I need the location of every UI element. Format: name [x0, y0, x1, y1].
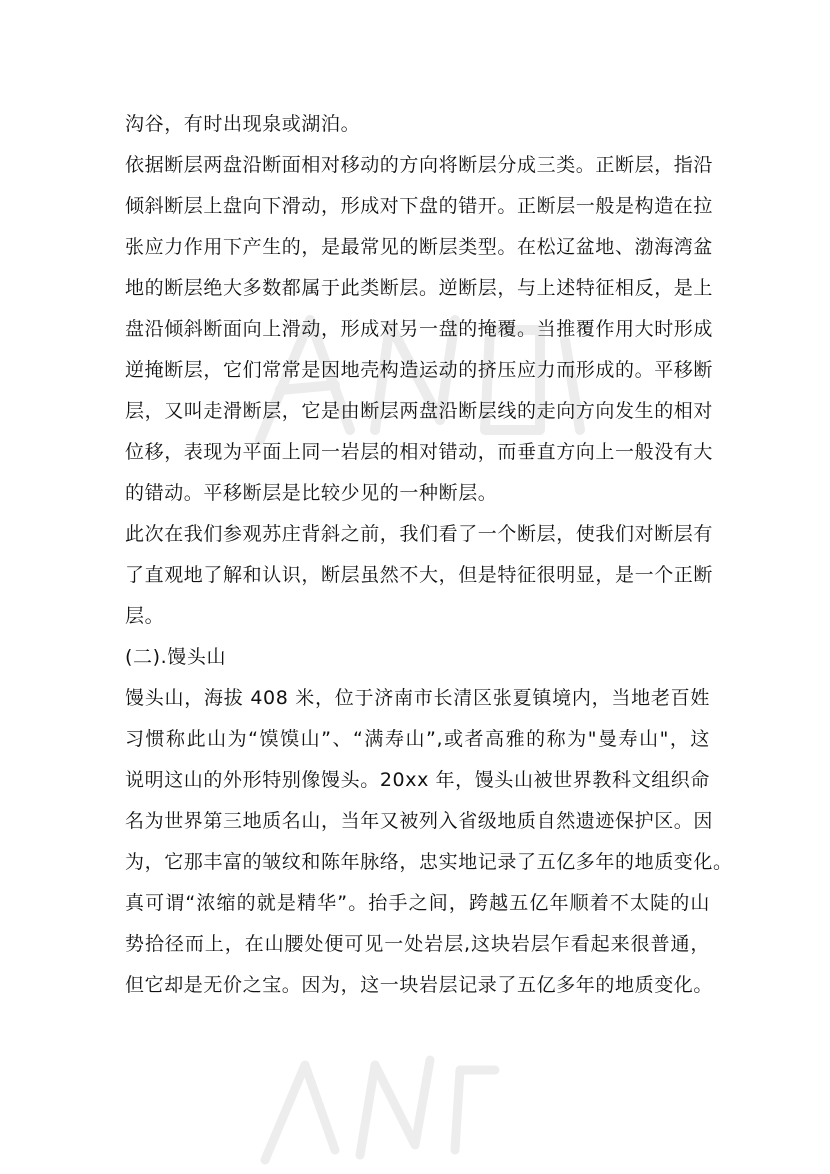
text-line: 的错动。平移断层是比较少见的一种断层。 — [125, 482, 498, 504]
text-line: (二).馒头山 — [125, 646, 227, 668]
text-line: 逆掩断层，它们常常是因地壳构造运动的挤压应力而形成的。平移断 — [125, 359, 714, 381]
text-line: 了直观地了解和认识，断层虽然不大，但是特征很明显，是一个正断 — [125, 564, 714, 586]
text-line: 真可谓“浓缩的就是精华”。抬手之间，跨越五亿年顺着不太陡的山 — [125, 892, 710, 914]
document-body — [125, 104, 733, 1006]
text-line: 张应力作用下产生的，是最常见的断层类型。在松辽盆地、渤海湾盆 — [125, 236, 714, 258]
text-line: 馒头山，海拔 408 米，位于济南市长清区张夏镇境内，当地老百姓 — [125, 687, 710, 709]
paragraph-gully-end — [125, 104, 710, 145]
text-line: 为，它那丰富的皱纹和陈年脉络，忠实地记录了五亿多年的地质变化。 — [125, 851, 733, 873]
text-line: 层。 — [125, 605, 165, 627]
text-line: 此次在我们参观苏庄背斜之前，我们看了一个断层，使我们对断层有 — [125, 523, 714, 545]
text-line: 依据断层两盘沿断面相对移动的方向将断层分成三类。正断层，指沿 — [125, 154, 714, 176]
text-line: 位移，表现为平面上同一岩层的相对错动，而垂直方向上一般没有大 — [125, 441, 714, 463]
paragraph-heading — [125, 637, 710, 678]
text-line: 沟谷，有时出现泉或湖泊。 — [125, 113, 361, 135]
text-line: 说明这山的外形特别像馒头。20xx 年，馒头山被世界教科文组织命 — [125, 769, 710, 791]
paragraph-fault-types — [125, 145, 714, 514]
text-line: 势拾径而上，在山腰处便可见一处岩层,这块岩层乍看起来很普通， — [125, 933, 710, 955]
text-line: 层，又叫走滑断层，它是由断层两盘沿断层线的走向方向发生的相对 — [125, 400, 714, 422]
text-line: 地的断层绝大多数都属于此类断层。逆断层，与上述特征相反，是上 — [125, 277, 714, 299]
text-line: 但它却是无价之宝。因为，这一块岩层记录了五亿多年的地质变化。 — [125, 974, 714, 996]
watermark-stamp-lower-icon — [250, 1040, 510, 1170]
text-line: 习惯称此山为“馍馍山”、“满寿山”,或者高雅的称为"曼寿山"，这 — [125, 728, 710, 750]
paragraph-container — [125, 104, 733, 1006]
text-line: 盘沿倾斜断面向上滑动，形成对另一盘的掩覆。当推覆作用大时形成 — [125, 318, 714, 340]
text-line: 名为世界第三地质名山，当年又被列入省级地质自然遗迹保护区。因 — [125, 810, 714, 832]
paragraph-visit — [125, 514, 714, 637]
text-line: 倾斜断层上盘向下滑动，形成对下盘的错开。正断层一般是构造在拉 — [125, 195, 714, 217]
paragraph-mantou — [125, 678, 733, 1006]
